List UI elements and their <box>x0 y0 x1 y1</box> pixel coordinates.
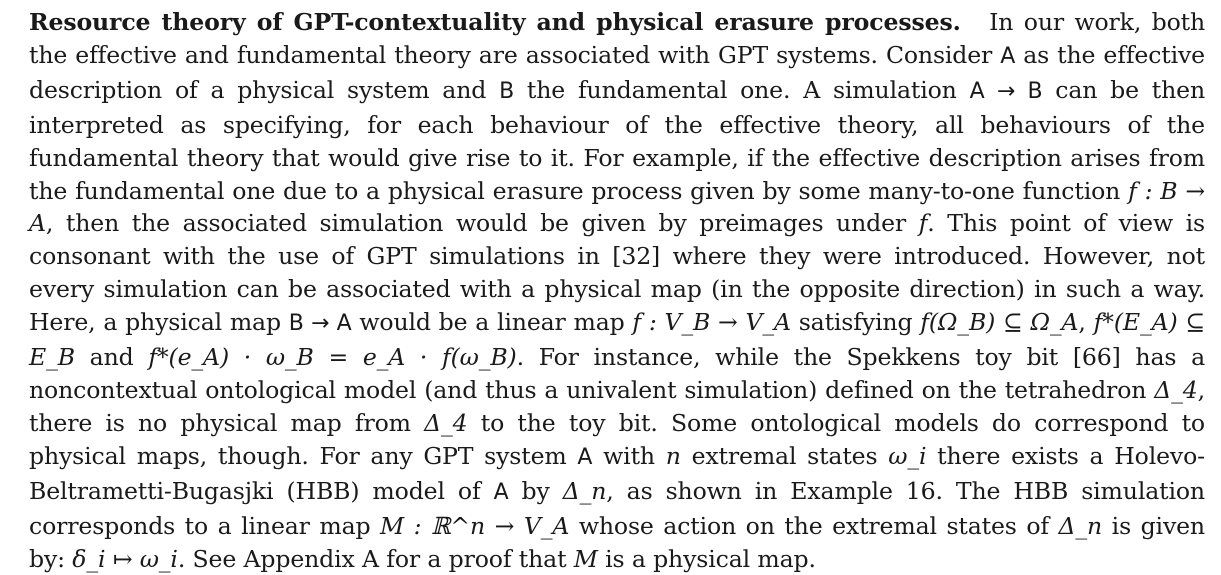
text-segment: In our work, both the effective and fundamental theory are associated with GPT systems. Consider <box>29 8 1205 69</box>
system-b: B <box>499 78 515 104</box>
math-m: M <box>573 544 598 573</box>
text-segment: , then the associated simulation would be given by preimages under <box>45 209 919 238</box>
math-physical-map: B → A <box>288 311 352 337</box>
text-segment: satisfying <box>790 308 921 337</box>
math-omega-i: ω_i <box>888 441 927 470</box>
math-simulation-a-to-b: A → B <box>969 78 1043 104</box>
text-segment: is a physical map. <box>597 544 816 573</box>
text-segment: can be then interpreted as specifying, for each behaviour of the effective theory, all behaviours of the fundamental theory that would give rise to it. For example, if the effective description arises from the fundamental one due to a physical erasure process given by some many-to-one function <box>29 75 1206 205</box>
text-segment: as the effective description of a physical system and <box>29 40 1205 104</box>
math-f: f <box>918 209 928 238</box>
math-tetrahedron: Δ_4 <box>424 408 468 437</box>
text-segment: with <box>592 441 666 470</box>
text-segment: by <box>508 476 563 505</box>
text-segment: and <box>74 343 149 372</box>
text-segment: there exists a Holevo-Beltrametti-Bugasjki (HBB) model of <box>29 441 1205 505</box>
system-a: A <box>493 479 509 505</box>
math-linear-map: f : V_B → V_A <box>632 308 791 337</box>
math-simplex: Δ_n <box>562 476 607 505</box>
text-segment: would be a linear map <box>351 308 633 337</box>
math-state-condition: f(Ω_B) ⊆ Ω_A <box>920 308 1079 337</box>
paragraph <box>29 6 1205 575</box>
text-segment: . For instance, while the Spekkens toy bit [66] has a noncontextual ontological model (and thus a univalent simulation) defined on the tetrahedron <box>29 343 1205 404</box>
math-function-f: f : B → A <box>29 176 1205 238</box>
math-unit-condition: f*(e_A) · ω_B = e_A · f(ω_B) <box>148 343 517 372</box>
math-effect-condition: f*(E_A) ⊆ E_B <box>29 308 1205 372</box>
text-segment: the fundamental one. A simulation <box>514 75 970 104</box>
text-segment: extremal states <box>680 441 889 470</box>
math-action: δ_i ↦ ω_i <box>72 544 178 573</box>
math-tetrahedron: Δ_4 <box>1154 375 1198 404</box>
system-a: A <box>577 444 593 470</box>
text-segment: is given by: <box>29 511 1205 573</box>
math-n: n <box>665 441 681 470</box>
system-a: A <box>1000 43 1016 69</box>
text-segment: whose action on the extremal states of <box>569 511 1059 540</box>
math-hbb-map: M : ℝ^n → V_A <box>380 511 570 540</box>
text-segment: . This point of view is consonant with the use of GPT simulations in [32] where they were introduced. However, not every simulation can be associated with a physical map (in the opposite direction) in such a way. Here, a physical map <box>29 209 1205 337</box>
text-segment: to the toy bit. Some ontological models do correspond to physical maps, though. For any GPT system <box>29 408 1205 470</box>
text-segment: , <box>1078 308 1094 337</box>
paragraph-heading: Resource theory of GPT-contextuality and physical erasure processes. <box>29 8 961 36</box>
text-segment: . See Appendix A for a proof that <box>177 544 574 573</box>
text-segment: , as shown in Example 16. The HBB simulation corresponds to a linear map <box>29 476 1205 540</box>
math-simplex: Δ_n <box>1058 511 1103 540</box>
text-segment: , there is no physical map from <box>29 375 1205 437</box>
